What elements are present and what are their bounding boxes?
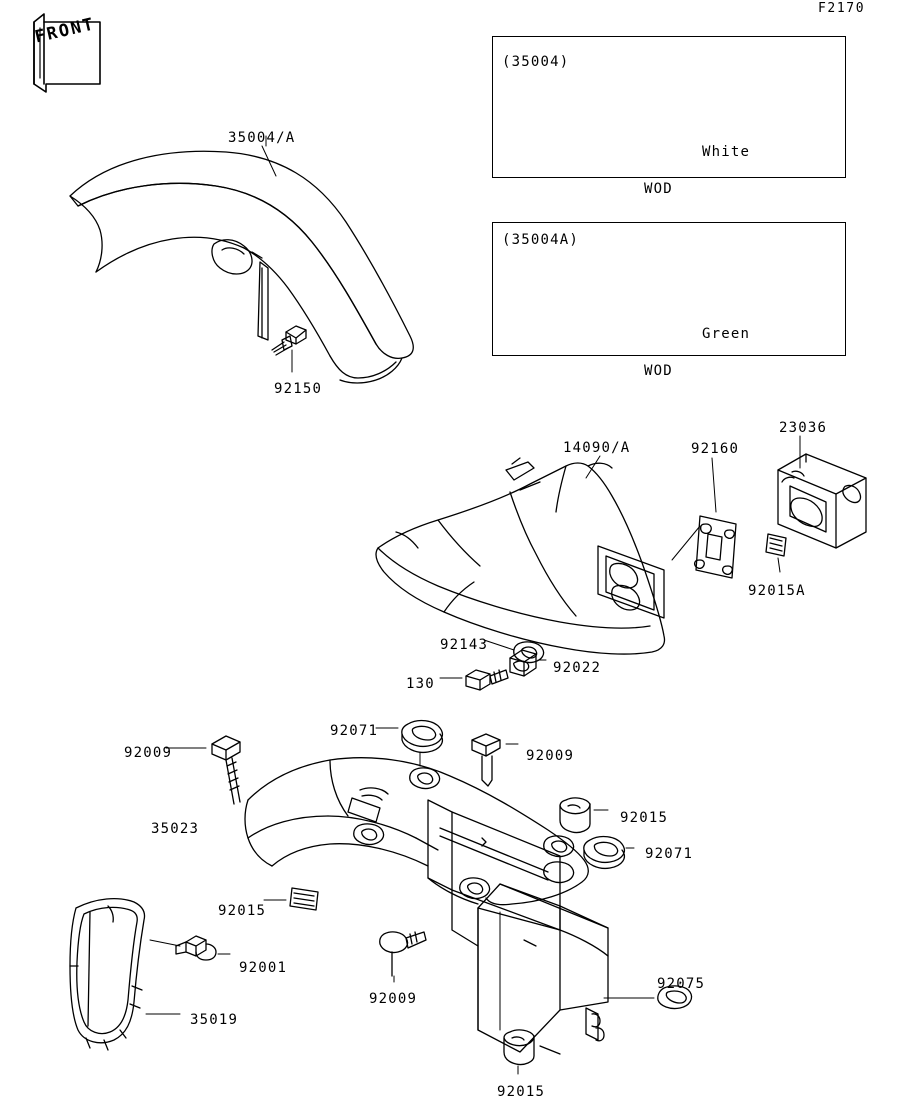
callout-92009-bottom: 92009: [369, 991, 418, 1007]
screw-92009-bottom: [380, 932, 426, 976]
collar-92015-bottom: [504, 1030, 534, 1065]
front-marker-label: FRONT: [33, 14, 98, 48]
callout-92015A: 92015A: [748, 583, 806, 599]
inset-title-35004: (35004): [502, 54, 570, 70]
document-code: F2170: [818, 1, 866, 16]
screw-92009-right: [472, 734, 500, 786]
inset-title-35004A: (35004A): [502, 232, 580, 248]
callout-35019: 35019: [190, 1012, 239, 1028]
taillight-23036: [778, 454, 866, 548]
callout-92015-left: 92015: [218, 903, 267, 919]
callout-92075: 92075: [657, 976, 706, 992]
callout-92009-left: 92009: [124, 745, 173, 761]
callout-92143: 92143: [440, 637, 489, 653]
inset-footer-wod-1: WOD: [644, 181, 673, 197]
callout-92150: 92150: [274, 381, 323, 397]
screw-92009-left: [212, 736, 240, 804]
callout-35023: 35023: [151, 821, 200, 837]
grommet-92071-right: [584, 837, 625, 869]
grommet-92071-top: [402, 721, 443, 753]
callout-92015-right: 92015: [620, 810, 669, 826]
callout-92160: 92160: [691, 441, 740, 457]
mud-flap-35019: [70, 899, 145, 1050]
front-fender-main: [70, 151, 413, 383]
callout-92009-right: 92009: [526, 748, 575, 764]
plate-92160: [695, 516, 736, 578]
inset-footer-wod-2: WOD: [644, 363, 673, 379]
inset-color-white: White: [702, 144, 751, 160]
bolt-130: [466, 670, 508, 690]
callout-130: 130: [406, 676, 435, 692]
callout-35004A: 35004/A: [228, 130, 296, 146]
callout-92001: 92001: [239, 960, 288, 976]
inset-color-green: Green: [702, 326, 751, 342]
callout-92022: 92022: [553, 660, 602, 676]
callout-23036: 23036: [779, 420, 828, 436]
clip-92015A: [766, 534, 786, 556]
clip-92015-left: [290, 888, 318, 910]
callout-14090A: 14090/A: [563, 440, 631, 456]
rear-fender-35023: [245, 758, 608, 1054]
front-fender-bolt-part: [272, 326, 306, 355]
callout-92015-bottom: 92015: [497, 1084, 546, 1100]
callout-92071-top: 92071: [330, 723, 379, 739]
callout-92071-right: 92071: [645, 846, 694, 862]
rear-fender-front-14090: [376, 458, 665, 654]
collar-92015-right: [560, 798, 590, 833]
bolt-92001: [176, 936, 216, 960]
